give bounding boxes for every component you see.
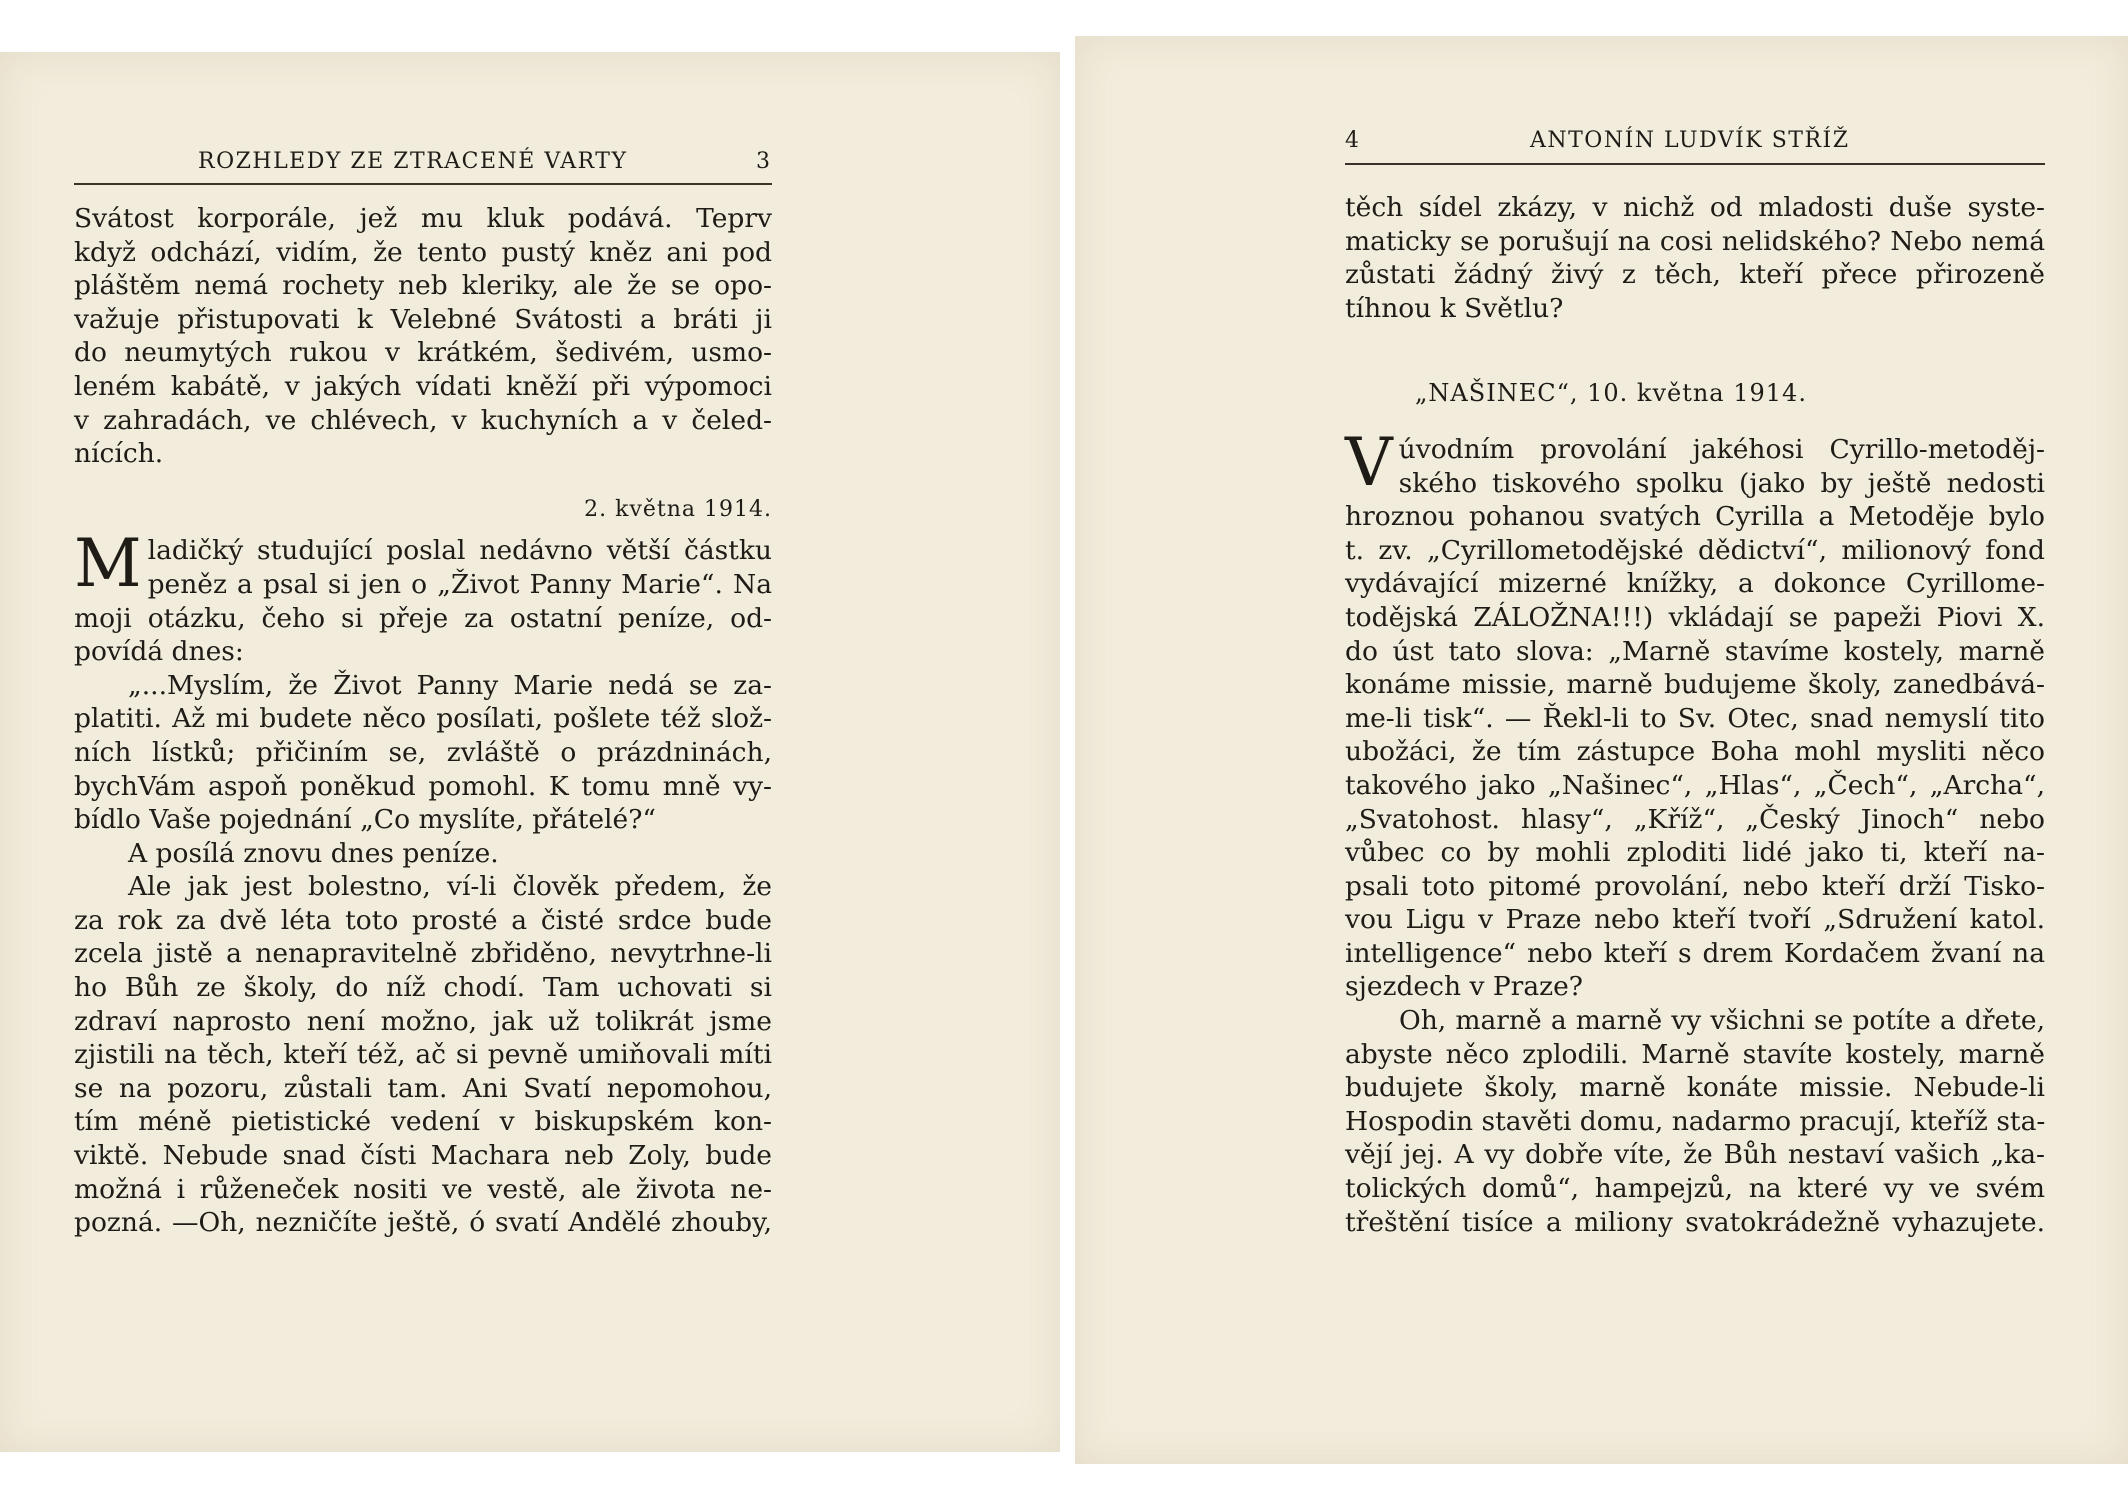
text-line: úvodním provolání jakéhosi Cyrillo-metoděj- xyxy=(1398,433,2045,465)
text-line: ubožáci, že tím zástupce Boha mohl mysliti něco xyxy=(1345,736,2045,768)
text-line: hroznou pohanou svatých Cyrilla a Metoděje bylo xyxy=(1345,501,2045,533)
text-line: ních lístků; přičiním se, zvláště o prázdninách, xyxy=(74,736,772,768)
text-line: me-li tisk“. — Řekl-li to Sv. Otec, snad nemyslí tito xyxy=(1345,702,2045,734)
text-line: todějská ZÁLOŽNA!!!) vkládají se papeži Piovi X. xyxy=(1345,601,2045,633)
text-line: „Svatohost. hlasy“, „Kříž“, „Český Jinoch“ nebo xyxy=(1345,803,2045,835)
left-page xyxy=(0,52,1060,1452)
text-line: važuje přistupovati k Velebné Svátosti a bráti ji xyxy=(74,303,772,335)
entry-date: 2. května 1914. xyxy=(584,496,772,522)
text-line: platiti. Až mi budete něco posílati, pošlete též slož- xyxy=(74,703,772,735)
text-line: povídá dnes: xyxy=(74,636,244,668)
text-line: ladičký studující poslal nedávno větší částku xyxy=(147,535,772,567)
text-line: nících. xyxy=(74,438,164,470)
body-text xyxy=(74,202,772,1240)
text-line: Oh, marně a marně vy všichni se potíte a dřete, xyxy=(1399,1005,2045,1037)
text-line: těch sídel zkázy, v nichž od mladosti duše syste- xyxy=(1345,192,2045,223)
text-line: tíhnou k Světlu? xyxy=(1345,292,1564,324)
drop-cap: M xyxy=(74,525,142,603)
text-line: třeštění tisíce a miliony svatokrádežně vyhazujete. xyxy=(1345,1206,2045,1238)
text-line: možná i růženeček nositi ve vestě, ale života ne- xyxy=(74,1173,772,1205)
text-line: Ale jak jest bolestno, ví-li člověk předem, že xyxy=(128,871,772,903)
drop-cap: V xyxy=(1345,423,1393,501)
quote xyxy=(74,669,772,837)
text-line: pláštěm nemá rochety neb kleriky, ale že se opo- xyxy=(74,270,772,302)
text-line: za rok za dvě léta toto prosté a čisté srdce bude xyxy=(74,904,772,936)
paragraph xyxy=(74,202,772,471)
running-head: ROZHLEDY ZE ZTRACENÉ VARTY xyxy=(198,149,628,174)
text-line: tím méně pietistické vedení v biskupském kon- xyxy=(74,1106,772,1138)
paragraph xyxy=(1345,423,2045,1004)
text-line: viktě. Nebude snad čísti Machara neb Zoly, bude xyxy=(74,1140,772,1172)
text-line: t. zv. „Cyrillometodějské dědictví“, milionový fond xyxy=(1345,534,2045,566)
text-line: tolických domů“, hampejzů, na které vy ve svém xyxy=(1345,1173,2045,1205)
page-number: 3 xyxy=(756,149,772,174)
text-line: bychVám aspoň poněkud pomohl. K tomu mně vy- xyxy=(74,770,772,802)
text-line: „...Myslím, že Život Panny Marie nedá se za- xyxy=(128,669,772,701)
text-line: do úst tato slova: „Marně stavíme kostely, marně xyxy=(1345,635,2045,667)
text-line: ho Bůh ze školy, do níž chodí. Tam uchovati si xyxy=(74,972,772,1004)
text-line: leném kabátě, v jakých vídati kněží při výpomoci xyxy=(74,370,772,402)
text-line: takového jako „Našinec“, „Hlas“, „Čech“, „Archa“, xyxy=(1345,769,2045,801)
text-line: A posílá znovu dnes peníze. xyxy=(128,837,499,869)
right-page xyxy=(1075,36,2128,1464)
text-line: do neumytých rukou v krátkém, šedivém, usmo- xyxy=(74,337,772,369)
body-text xyxy=(1345,191,2045,1239)
text-line: budujete školy, marně konáte missie. Nebude-li xyxy=(1345,1072,2045,1104)
text-line: v zahradách, ve chlévech, v kuchyních a v čeled- xyxy=(74,404,772,436)
paragraph xyxy=(74,837,772,871)
text-line: vou Ligu v Praze nebo kteří tvoří „Sdružení katol. xyxy=(1345,904,2045,936)
text-line: vydávající mizerné knížky, a dokonce Cyrillome- xyxy=(1345,568,2045,600)
section-heading: „NAŠINEC“, 10. května 1914. xyxy=(1415,379,1807,408)
text-line: když odchází, vidím, že tento pustý kněz ani pod xyxy=(74,236,772,268)
header-rule xyxy=(74,183,772,185)
text-line: psali toto pitomé provolání, nebo kteří drží Tisko- xyxy=(1345,870,2045,902)
text-line: Hospodin stavěti domu, nadarmo pracují, kteříž sta- xyxy=(1345,1105,2046,1137)
text-line: vůbec co by mohli zploditi lidé jako ti, kteří na- xyxy=(1345,837,2045,869)
page-number: 4 xyxy=(1345,128,1361,153)
text-line: sjezdech v Praze? xyxy=(1345,971,1583,1003)
paragraph xyxy=(74,525,772,668)
running-head: ANTONÍN LUDVÍK STŘÍŽ xyxy=(1530,128,1850,153)
paragraph xyxy=(1345,191,2045,325)
text-line: intelligence“ nebo kteří s drem Kordačem žvaní na xyxy=(1345,937,2045,969)
text-line: zcela jistě a nenapravitelně zbřiděno, nevytrhne-li xyxy=(74,938,772,970)
text-line: zůstati žádný živý z těch, kteří přece přirozeně xyxy=(1345,259,2045,291)
text-line: zdraví naprosto není možno, jak už tolikrát jsme xyxy=(74,1005,772,1037)
text-line: pozná. —Oh, nezničíte ještě, ó svatí Andělé zhouby, xyxy=(74,1207,772,1239)
paragraph xyxy=(74,870,772,1240)
text-line: vějí jej. A vy dobře víte, že Bůh nestaví vašich „ka- xyxy=(1345,1139,2045,1171)
text-line: peněz a psal si jen o „Život Panny Marie“. Na xyxy=(147,568,772,600)
text-line: abyste něco zplodili. Marně stavíte kostely, marně xyxy=(1345,1038,2045,1070)
text-line: Svátost korporále, jež mu kluk podává. Teprv xyxy=(74,203,772,234)
text-line: bídlo Vaše pojednání „Co myslíte, přátelé?“ xyxy=(74,804,656,836)
text-line: konáme missie, marně budujeme školy, zanedbává- xyxy=(1345,669,2045,701)
text-line: zjistili na těch, kteří též, ač si pevně umiňovali míti xyxy=(74,1039,772,1071)
text-line: ského tiskového spolku (jako by ještě nedosti xyxy=(1398,467,2045,499)
text-line: moji otázku, čeho si přeje za ostatní peníze, od- xyxy=(74,602,772,634)
paragraph xyxy=(1345,1004,2045,1239)
text-line: se na pozoru, zůstali tam. Ani Svatí nepomohou, xyxy=(74,1072,772,1104)
text-line: maticky se porušují na cosi nelidského? Nebo nemá xyxy=(1345,225,2045,257)
header-rule xyxy=(1345,163,2045,165)
